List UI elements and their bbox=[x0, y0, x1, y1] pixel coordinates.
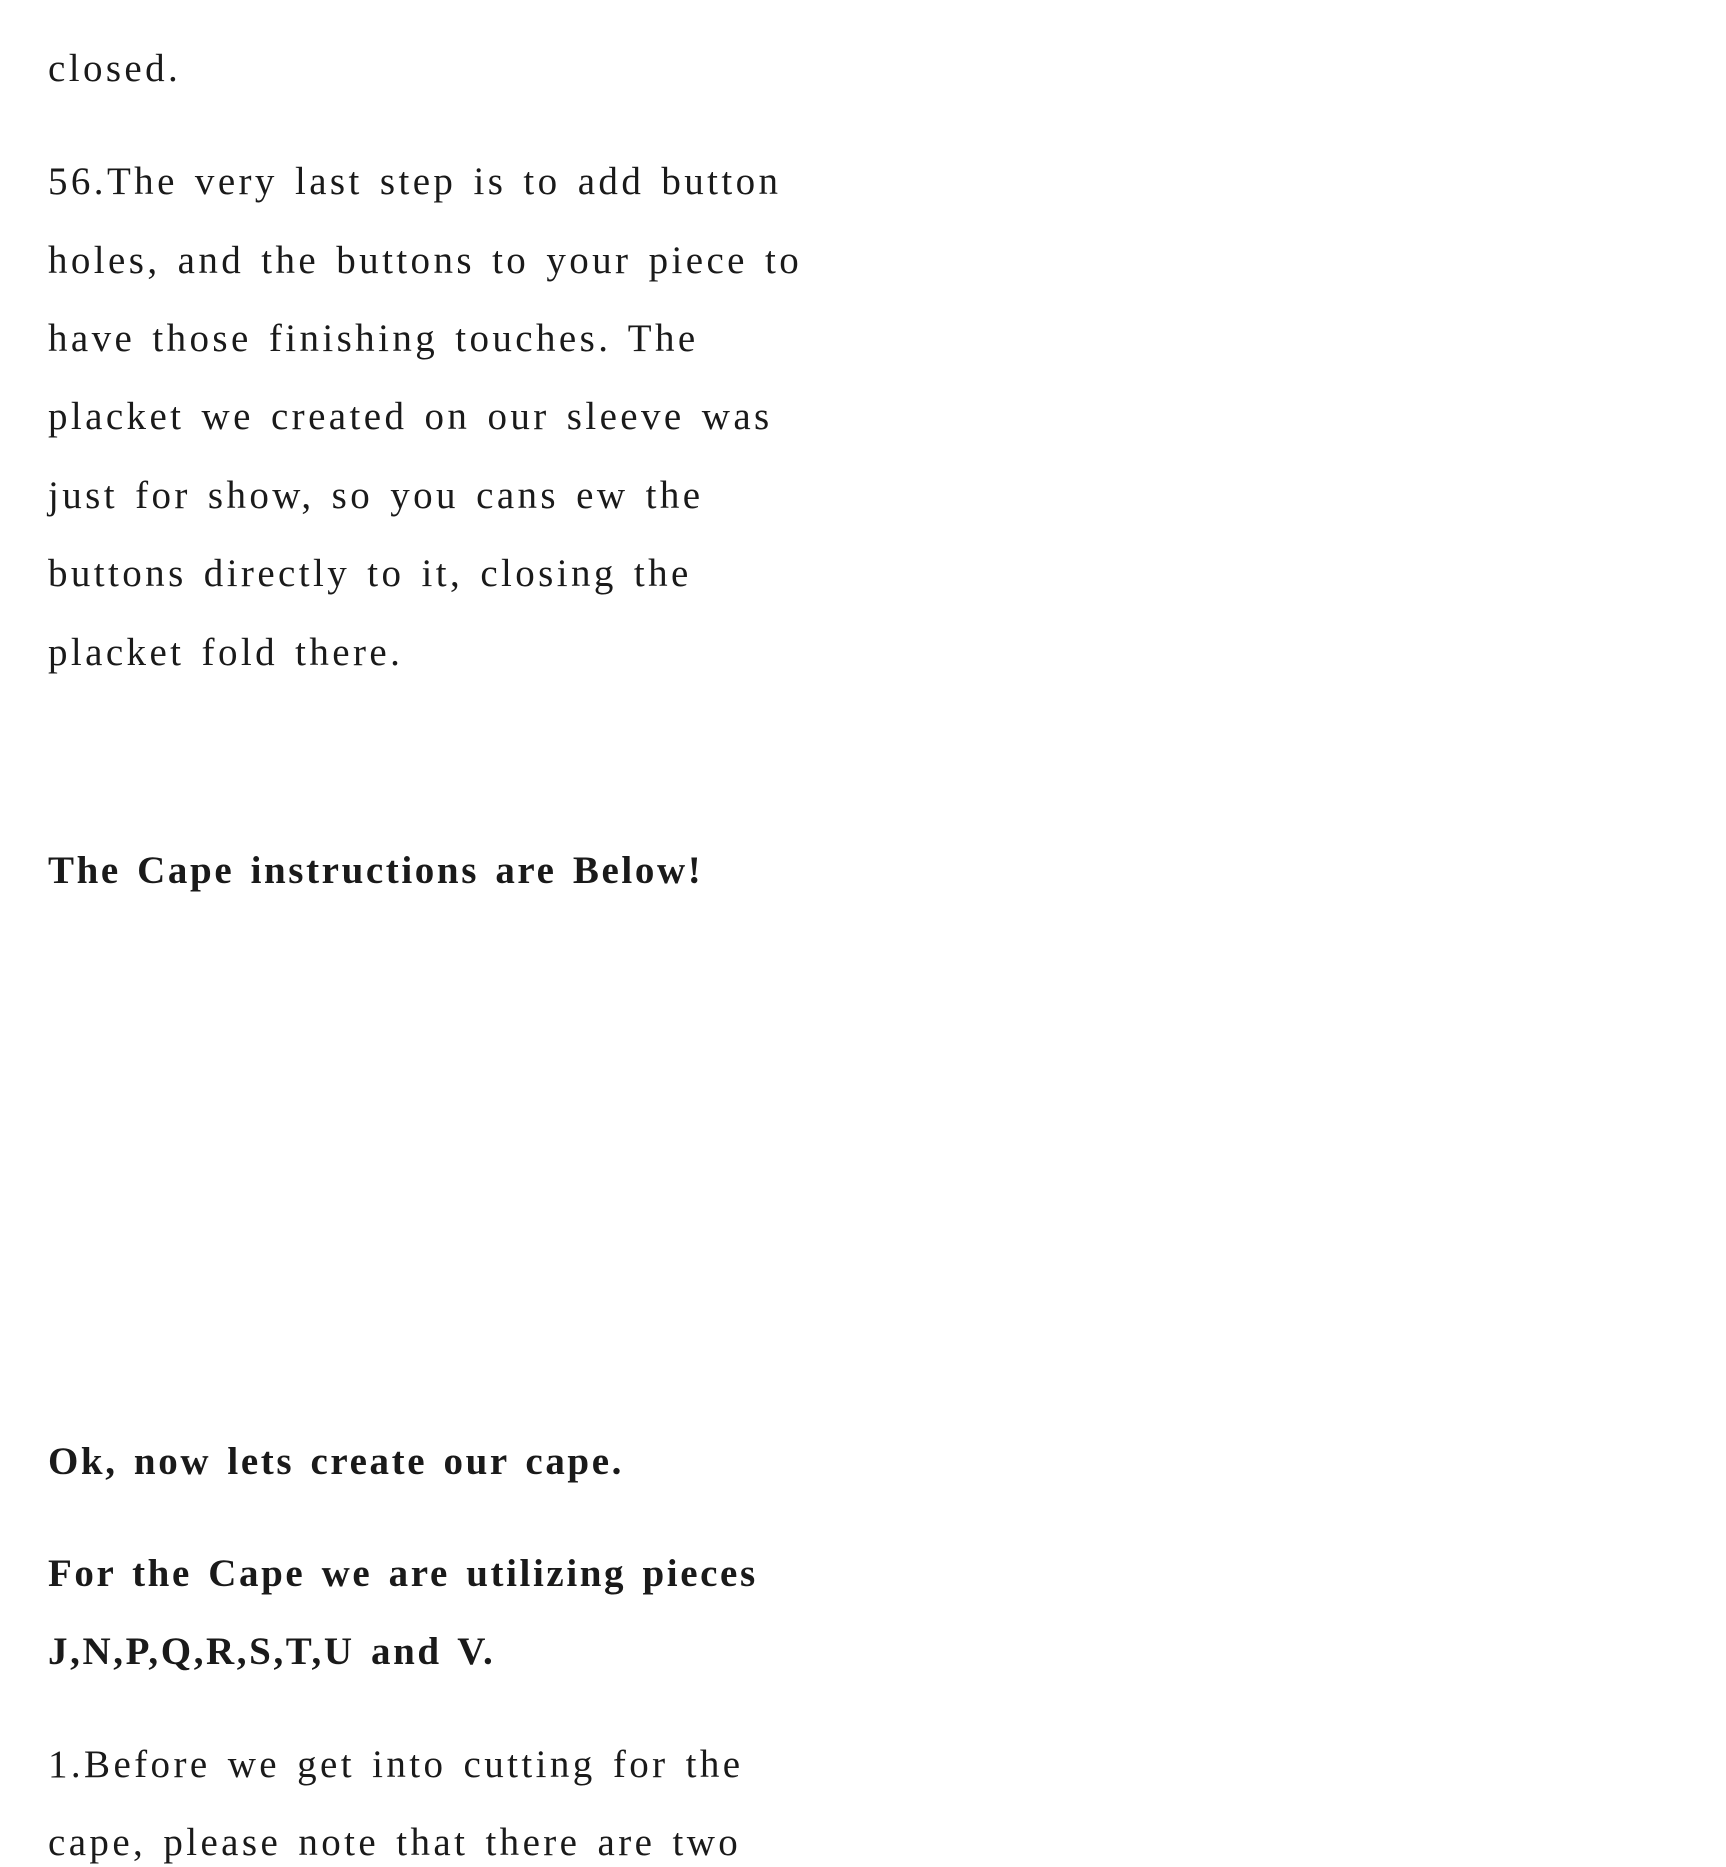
step-56-line: holes, and the buttons to your piece to bbox=[48, 239, 803, 282]
step-56-line: placket fold there. bbox=[48, 631, 404, 674]
cape-section-heading: The Cape instructions are Below! bbox=[48, 849, 704, 893]
cape-pieces-line: For the Cape we are utilizing pieces bbox=[48, 1552, 758, 1595]
step-56-line: placket we created on our sleeve was bbox=[48, 395, 773, 438]
cape-step-1-line: cape, please note that there are two bbox=[48, 1821, 742, 1864]
paragraph-previous-step-end: closed. bbox=[48, 47, 182, 90]
cape-pieces-line: J,N,P,Q,R,S,T,U and V. bbox=[48, 1630, 496, 1673]
cape-step-1-line: 1.Before we get into cutting for the bbox=[48, 1743, 744, 1786]
step-56-line: 56.The very last step is to add button bbox=[48, 160, 782, 203]
cape-intro-text: Ok, now lets create our cape. bbox=[48, 1440, 624, 1483]
step-56-line: buttons directly to it, closing the bbox=[48, 552, 692, 595]
step-56-line: just for show, so you cans ew the bbox=[48, 474, 704, 517]
step-56-line: have those finishing touches. The bbox=[48, 317, 699, 360]
